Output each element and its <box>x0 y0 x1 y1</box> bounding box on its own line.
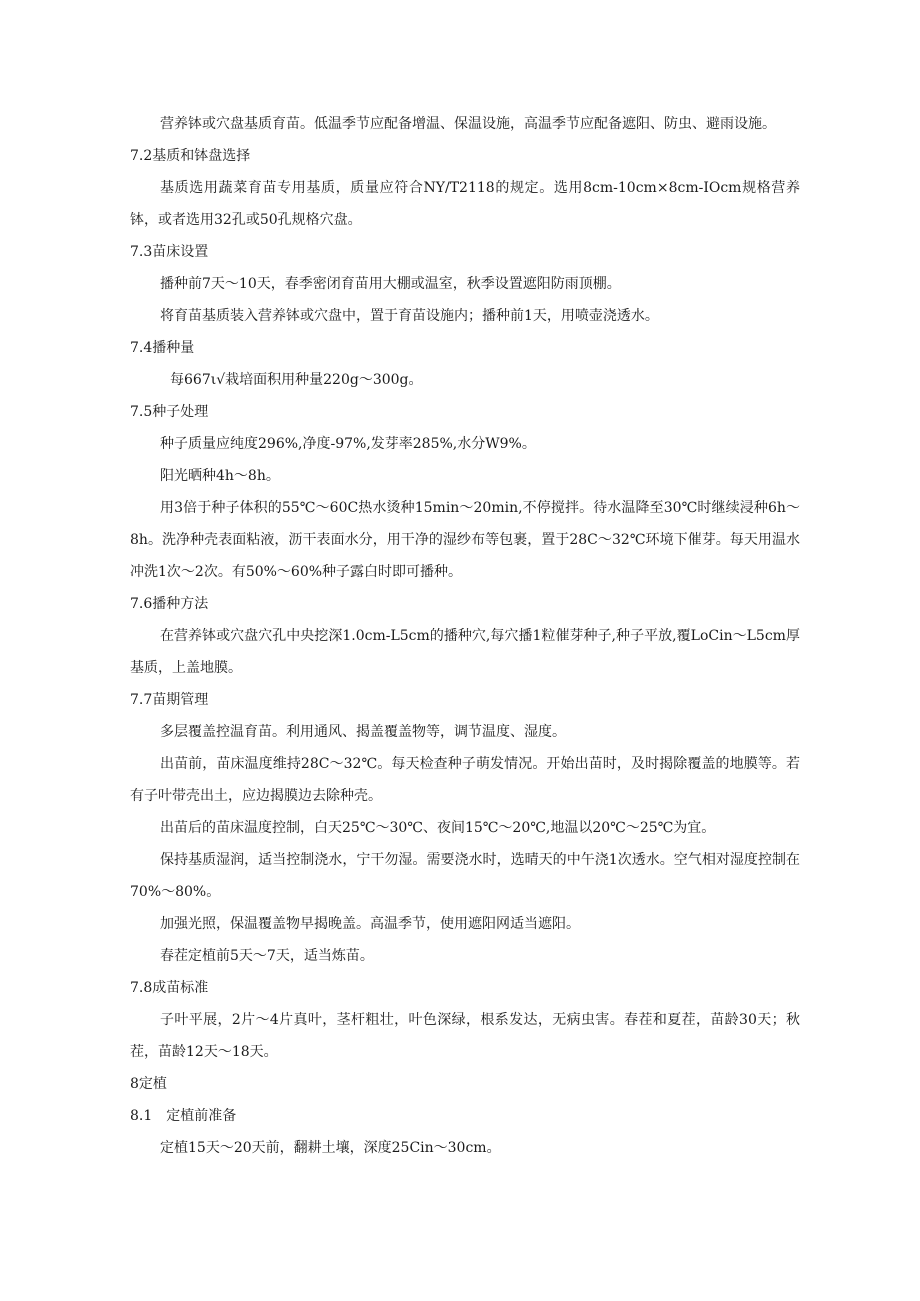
section-heading: 8.1 定植前准备 <box>130 1108 237 1124</box>
body-paragraph: 出苗前，苗床温度维持28C～32℃。每天检查种子萌发情况。开始出苗时，及时揭除覆盖的地膜等。若有子叶带壳出土，应边揭膜边去除种壳。 <box>130 756 800 804</box>
body-paragraph: 加强光照，保温覆盖物早揭晚盖。高温季节，使用遮阳网适当遮阳。 <box>160 916 580 932</box>
section-heading: 7.2基质和钵盘选择 <box>130 148 251 164</box>
body-paragraph: 营养钵或穴盘基质育苗。低温季节应配备增温、保温设施，高温季节应配备遮阳、防虫、避雨设施。 <box>160 116 776 132</box>
section-heading: 7.6播种方法 <box>130 596 209 612</box>
body-paragraph: 春茬定植前5天～7天，适当炼苗。 <box>160 948 374 964</box>
section-heading: 7.3苗床设置 <box>130 244 209 260</box>
body-paragraph: 播种前7天～10天，春季密闭育苗用大棚或温室，秋季设置遮阳防雨顶棚。 <box>160 276 621 292</box>
section-heading: 7.5种子处理 <box>130 404 209 420</box>
body-paragraph: 用3倍于种子体积的55℃～60C热水烫种15min～20min,不停搅拌。待水温降至30℃时继续浸种6h～8h。洗净种壳表面粘液，沥干表面水分，用干净的湿纱布等包裹，置于28C～32℃环境下催芽。每天用温水冲洗1次～2次。有50%～60%种子露白时即可播种。 <box>130 500 800 580</box>
section-heading: 7.8成苗标准 <box>130 980 209 996</box>
body-paragraph: 保持基质湿润，适当控制浇水，宁干勿湿。需要浇水时，选晴天的中午浇1次透水。空气相对湿度控制在70%～80%。 <box>130 852 800 900</box>
body-paragraph: 将育苗基质装入营养钵或穴盘中，置于育苗设施内；播种前1天，用喷壶浇透水。 <box>160 308 659 324</box>
body-paragraph: 多层覆盖控温育苗。利用通风、揭盖覆盖物等，调节温度、湿度。 <box>160 724 566 740</box>
section-heading: 7.4播种量 <box>130 340 195 356</box>
body-paragraph: 种子质量应纯度296%,净度-97%,发芽率285%,水分W9%。 <box>160 436 536 452</box>
body-paragraph: 阳光晒种4h～8h。 <box>160 468 280 484</box>
body-paragraph: 定植15天～20天前，翻耕土壤，深度25Cin～30cm。 <box>160 1140 501 1156</box>
body-paragraph: 每667ι√栽培面积用种量220g～300g。 <box>170 372 423 388</box>
body-paragraph: 基质选用蔬菜育苗专用基质，质量应符合NY/T2118的规定。选用8cm-10cm×8cm-IOcm规格营养钵，或者选用32孔或50孔规格穴盘。 <box>130 180 800 228</box>
section-heading: 8定植 <box>130 1076 167 1092</box>
body-paragraph: 出苗后的苗床温度控制，白天25℃～30℃、夜间15℃～20℃,地温以20℃～25℃为宜。 <box>160 820 716 836</box>
section-heading: 7.7苗期管理 <box>130 692 209 708</box>
body-paragraph: 在营养钵或穴盘穴孔中央挖深1.0cm-L5cm的播种穴,每穴播1粒催芽种子,种子平放,覆LoCin～L5cm厚基质，上盖地膜。 <box>130 628 800 676</box>
document-body <box>130 108 800 1164</box>
body-paragraph: 子叶平展，2片～4片真叶，茎杆粗壮，叶色深绿，根系发达，无病虫害。春茬和夏茬，苗龄30天；秋茬，苗龄12天～18天。 <box>130 1012 800 1060</box>
